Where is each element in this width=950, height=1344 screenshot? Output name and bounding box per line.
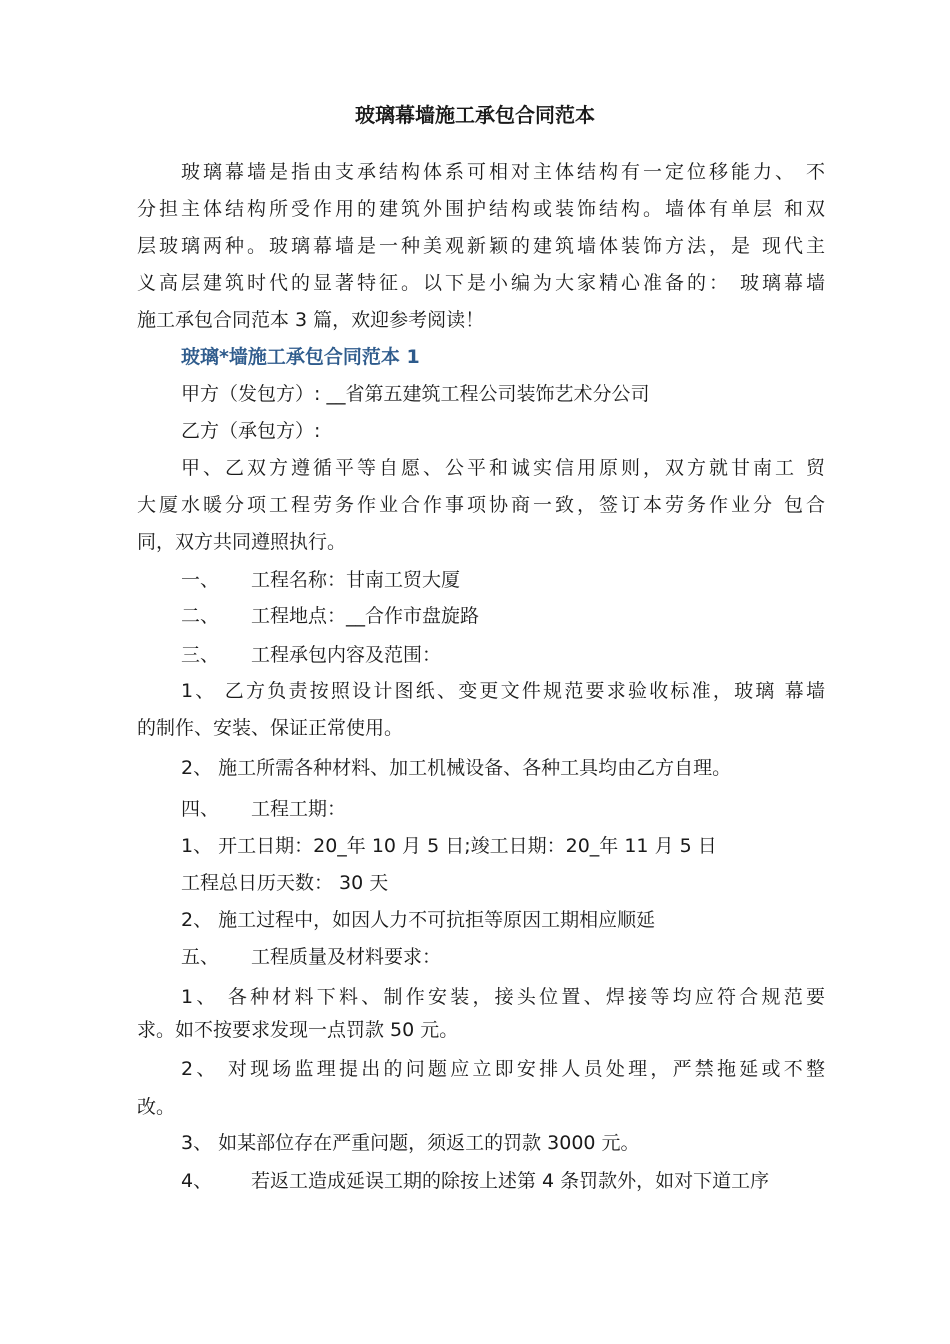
scope-line-3: 2、 施工所需各种材料、加工机械设备、各种工具均由乙方自理。 [181,757,732,779]
party-a: 甲方（发包方）: __省第五建筑工程公司装饰艺术分公司 [181,383,650,405]
intro-line-1: 玻璃幕墙是指由支承结构体系可相对主体结构有一定位移能力、 不 [181,161,825,183]
item-4-text: 工程工期： [251,798,347,820]
quality-line-1: 1、 各种材料下料、制作安装，接头位置、焊接等均应符合规范要 [181,986,825,1008]
item-4-number: 四、 [181,798,220,820]
quality-line-3: 2、 对现场监理提出的问题应立即安排人员处理，严禁拖延或不整 [181,1058,825,1080]
page-title: 玻璃幕墙施工承包合同范本 [355,103,595,127]
quality-line-4: 改。 [137,1096,176,1118]
preamble-line-1: 甲、乙双方遵循平等自愿、公平和诚实信用原则，双方就甘南工 贸 [181,457,825,479]
item-1-text: 工程名称：甘南工贸大厦 [251,569,461,591]
preamble-line-2: 大厦水暖分项工程劳务作业合作事项协商一致，签订本劳务作业分 包合 [137,494,825,516]
item-2-number: 二、 [181,605,220,627]
item-5-number: 五、 [181,946,220,968]
item-1-number: 一、 [181,569,220,591]
item-3-text: 工程承包内容及范围： [251,644,442,666]
scope-line-2: 的制作、安装、保证正常使用。 [137,717,404,739]
intro-line-3: 层玻璃两种。玻璃幕墙是一种美观新颖的建筑墙体装饰方法，是 现代主 [137,235,825,257]
quality-line-5: 3、 如某部位存在严重问题，须返工的罚款 3000 元。 [181,1132,640,1154]
schedule-line-1: 1、 开工日期：20_年 10 月 5 日;竣工日期：20_年 11 月 5 日 [181,835,717,857]
intro-line-5: 施工承包合同范本 3 篇，欢迎参考阅读！ [137,309,485,331]
item-3-number: 三、 [181,644,220,666]
item-5-text: 工程质量及材料要求： [251,946,442,968]
preamble-line-3: 同，双方共同遵照执行。 [137,531,347,553]
party-b: 乙方（承包方）: [181,420,321,442]
scope-line-1: 1、 乙方负责按照设计图纸、变更文件规范要求验收标准，玻璃 幕墙 [181,680,825,702]
item-2-text: 工程地点：__合作市盘旋路 [251,605,480,627]
schedule-line-3: 2、 施工过程中，如因人力不可抗拒等原因工期相应顺延 [181,909,656,931]
quality-item-4-number: 4、 [181,1170,213,1192]
intro-line-2: 分担主体结构所受作用的建筑外围护结构或装饰结构。墙体有单层 和双 [137,198,825,220]
quality-item-4-text: 若返工造成延误工期的除按上述第 4 条罚款外，如对下道工序 [251,1170,770,1192]
intro-line-4: 义高层建筑时代的显著特征。以下是小编为大家精心准备的： 玻璃幕墙 [137,272,825,294]
quality-line-2: 求。如不按要求发现一点罚款 50 元。 [137,1019,459,1041]
schedule-line-2: 工程总日历天数： 30 天 [181,872,389,894]
section-heading: 玻璃*墙施工承包合同范本 1 [181,346,420,368]
